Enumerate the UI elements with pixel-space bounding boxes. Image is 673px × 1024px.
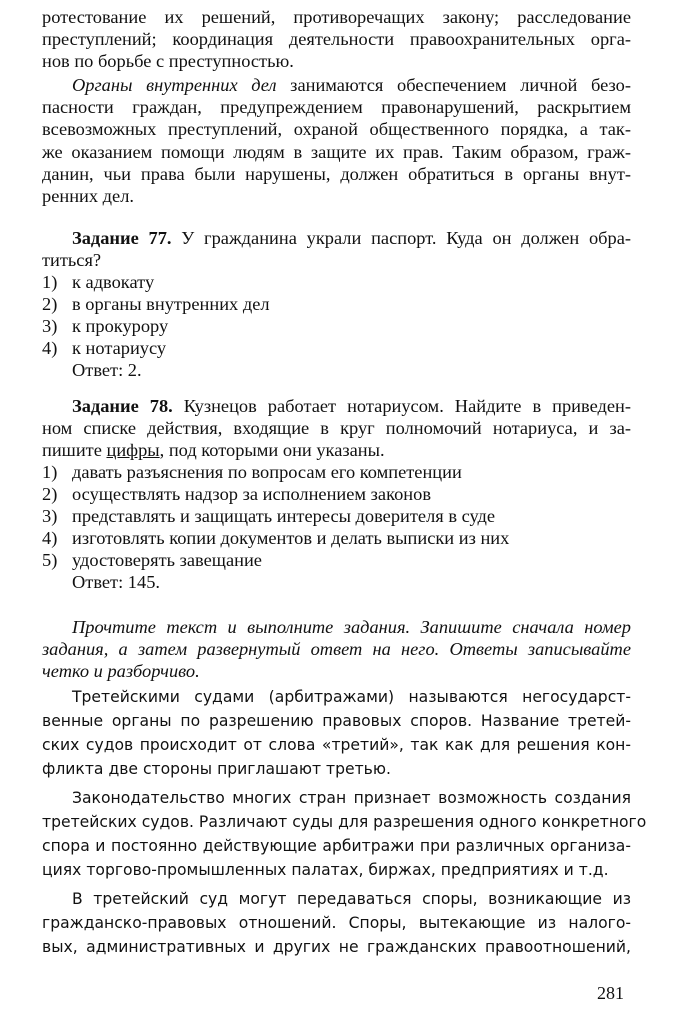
instruction-line-1: Прочтите текст и выполните задания. Запишите сначала номер <box>72 617 631 637</box>
text-p3-line-1: В третейский суд могут передаваться споры, возникающие из <box>72 890 631 908</box>
intro-line-2: преступлений; координация деятельности правоохранительных орга- <box>42 29 631 49</box>
text-p1-line-2: венные органы по разрешению правовых споров. Название третей- <box>42 712 631 730</box>
text-p2-line-4: циях торгово-промышленных палатах, биржах, предприятиях и т.д. <box>42 861 609 879</box>
instruction-line-2: задания, а затем развернутый ответ на него. Ответы записывайте <box>42 639 631 659</box>
text-p2-line-1: Законодательство многих стран признает возможность создания <box>72 789 631 807</box>
text-p2-line-2: третейских судов. Различают суды для разрешения одного конкретного <box>42 813 647 831</box>
instruction-line-3: четко и разборчиво. <box>42 661 200 681</box>
book-page: ротестование их решений, противоречащих закону; расследование преступлений; координация деятельности правоохранительных орга- нов по борьбе с преступностью. Органы внутренних дел занимаются обеспечением личной безо- пасности граждан, предупреждением правонарушений, раскрытием всевозможных преступлений, охраной общественного порядка, а так- же оказанием помощи людям в защите их прав. Таким образом, граж- данин, чьи права были нарушены, должен обратиться в органы внут- ренних дел. Задание 77. У гражданина украли паспорт. Куда он должен обра- титься? 1) к адвокату 2) в органы внутренних дел 3) к прокурору 4) к нотариусу Ответ: 2. Задание 78. Кузнецов работает нотариусом. Найдите в приведен- ном списке действия, входящие в круг полномочий нотариуса, и за- пишите цифры, под которыми они указаны. 1) давать разъяснения по вопросам его компетенции 2) осуществлять надзор за исполнением законов 3) представлять и защищать интересы доверителя в суде 4) изготовлять копии документов и делать выписки из них 5) удостоверять завещание Ответ: 145. Прочтите текст и выполните задания. Запишите сначала номер задания, а затем развернутый ответ на него. Ответы записывайте четко и разборчиво. Третейскими судами (арбитражами) называются негосударст- венные органы по разрешению правовых споров. Название третей- ских судов происходит от слова «третий», так как для решения кон- фликта две стороны приглашают третью. Законодательство многих стран признает возможность создания третейских судов. Различают суды для разрешения одного конкретного спора и постоянно действующие арбитражи при различных организа- циях торгово-промышленных палатах, биржах, предприятиях и т.д. В третейский суд могут передаваться споры, возникающие из гражданско-правовых отношений. Споры, вытекающие из налого- вых, административных и других не гражданских правоотношений, 281 <box>42 7 647 1003</box>
police-line-3: всевозможных преступлений, охраной общественного порядка, а так- <box>42 119 631 139</box>
police-line-1: Органы внутренних дел занимаются обеспечением личной безо- <box>72 75 631 95</box>
police-line-4: же оказанием помощи людям в защите их прав. Таким образом, граж- <box>42 142 631 162</box>
text-p1-line-4: фликта две стороны приглашают третью. <box>42 760 391 778</box>
task77-answer: Ответ: 2. <box>72 360 142 380</box>
text-p3-line-2: гражданско-правовых отношений. Споры, вытекающие из налого- <box>42 914 631 932</box>
task77-question-line-2: титься? <box>42 250 102 270</box>
task78-question-line-3: пишите цифры, под которыми они указаны. <box>42 440 385 460</box>
page-number: 281 <box>597 983 624 1003</box>
underlined-word: цифры <box>106 440 160 460</box>
task77-label: Задание 77. <box>72 228 172 248</box>
intro-line-3: нов по борьбе с преступностью. <box>42 51 294 71</box>
task78-question-line-1: Задание 78. Кузнецов работает нотариусом. Найдите в приведен- <box>72 396 632 416</box>
text-p3-line-3: вых, административных и других не гражданских правоотношений, <box>42 938 631 956</box>
police-lead: Органы внутренних дел <box>72 75 277 95</box>
police-line-5: данин, чьи права были нарушены, должен обратиться в органы внут- <box>42 164 631 184</box>
police-line-6: ренних дел. <box>42 186 134 206</box>
task78-label: Задание 78. <box>72 396 173 416</box>
police-line-2: пасности граждан, предупреждением правонарушений, раскрытием <box>42 97 631 117</box>
task78-answer: Ответ: 145. <box>72 572 160 592</box>
task78-question-line-2: ном списке действия, входящие в круг полномочий нотариуса, и за- <box>42 418 631 438</box>
task77-question-line-1: Задание 77. У гражданина украли паспорт. Куда он должен обра- <box>72 228 631 248</box>
text-p1-line-1: Третейскими судами (арбитражами) называются негосударст- <box>72 688 631 706</box>
intro-line-1: ротестование их решений, противоречащих закону; расследование <box>42 7 631 27</box>
text-p1-line-3: ских судов происходит от слова «третий», так как для решения кон- <box>42 736 631 754</box>
text-p2-line-3: спора и постоянно действующие арбитражи при различных организа- <box>42 837 631 855</box>
